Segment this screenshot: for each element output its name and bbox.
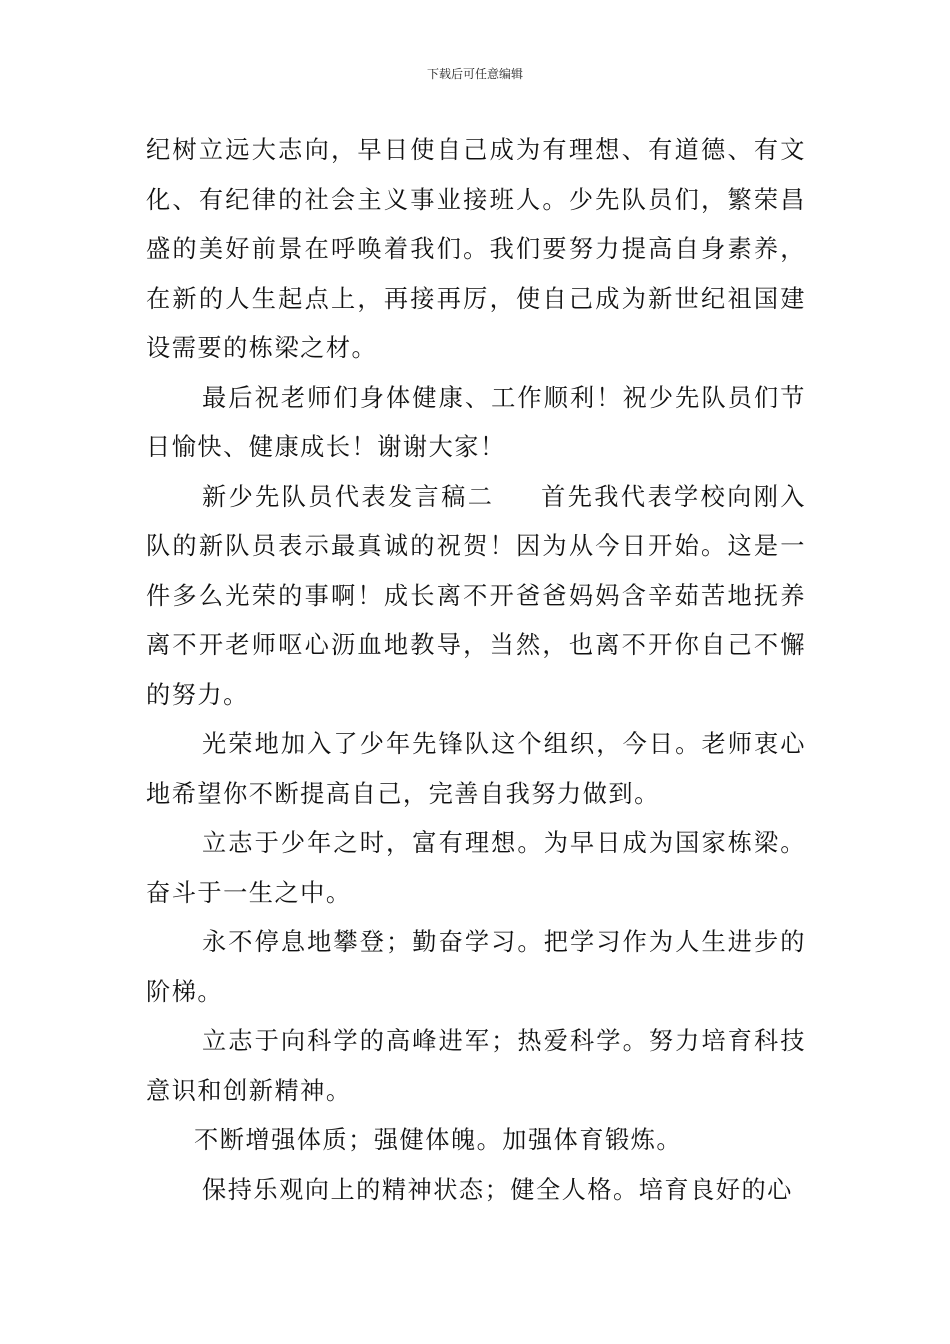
paragraph-5: 立志于少年之时，富有理想。为早日成为国家栋梁。奋斗于一生之中。 [146, 829, 806, 907]
paragraph-3-body: 首先我代表学校向刚入队的新队员表示最真诚的祝贺！因为从今日开始。这是一件多么光荣的事啊！成长离不开爸爸妈妈含辛茹苦地抚养离不开老师呕心沥血地教导，当然，也离不开你自己不懈的努力。 [146, 482, 806, 709]
paragraph-7: 立志于向科学的高峰进军；热爱科学。努力培育科技意识和创新精神。 [146, 1027, 806, 1105]
paragraph-2: 最后祝老师们身体健康、工作顺利！祝少先队员们节日愉快、健康成长！谢谢大家！ [146, 383, 806, 461]
paragraph-8: 不断增强体质；强健体魄。加强体育锻炼。 [194, 1126, 683, 1154]
page-header: 下载后可任意编辑 [426, 67, 523, 81]
section-title: 新少先队员代表发言稿二 [202, 482, 495, 511]
document-body [146, 126, 806, 1215]
paragraph-1: 纪树立远大志向，早日使自己成为有理想、有道德、有文化、有纪律的社会主义事业接班人。少先队员们，繁荣昌盛的美好前景在呼唤着我们。我们要努力提高自身素养，在新的人生起点上，再接再厉，使自己成为新世纪祖国建设需要的栋梁之材。 [146, 136, 806, 362]
paragraph-4: 光荣地加入了少年先锋队这个组织，今日。老师衷心地希望你不断提高自己，完善自我努力做到。 [146, 730, 806, 808]
paragraph-6: 永不停息地攀登；勤奋学习。把学习作为人生进步的阶梯。 [146, 928, 806, 1006]
paragraph-9: 保持乐观向上的精神状态；健全人格。培育良好的心 [202, 1175, 793, 1204]
paragraph-3 [146, 473, 806, 721]
